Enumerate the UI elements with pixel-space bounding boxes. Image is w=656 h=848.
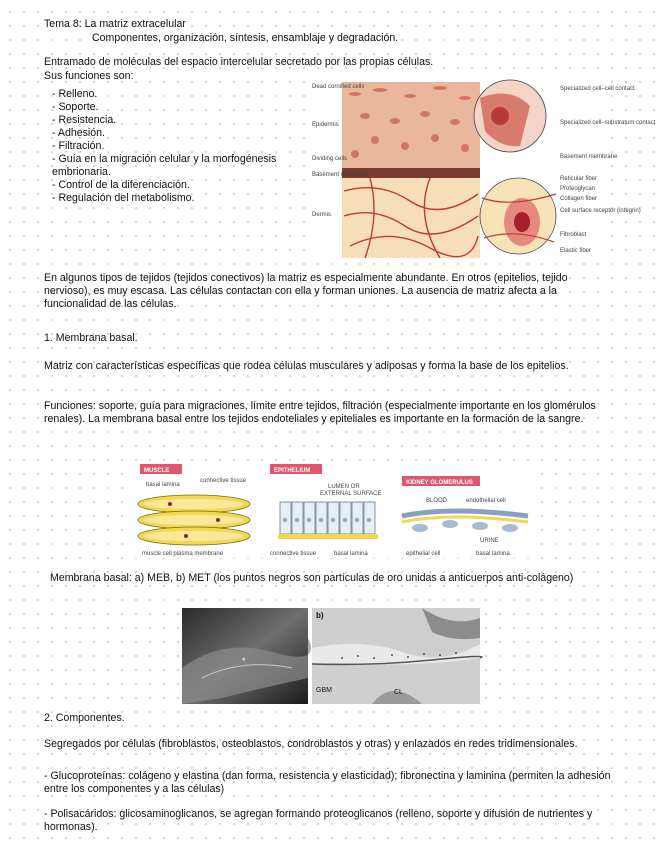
label-elastic-fiber: Elastic fiber [560,248,592,254]
components-intro: Segregados por células (fibroblastos, osteoblastos, condroblastos y otras) y enlazados en redes tridimensionales. [44,738,578,750]
label-proteoglycan: Proteoglycan [560,186,596,192]
document-title: Tema 8: La matriz extracelular [44,18,186,30]
kidney-label-epithelial-cell: epithelial cell [406,551,441,557]
function-item: - Adhesión. [52,127,106,139]
label-cell-cell-contact: Specialized cell–cell contact [560,86,635,92]
epithelium-panel-title: EPITHELIUM [274,468,311,474]
micrograph-label-cl: CL [394,689,403,696]
epithelium-label-lumen: LUMEN OR [328,484,360,490]
function-item: - Guía en la migración celular y la morfogénesis embrionaria. [52,153,277,178]
function-item: - Regulación del metabolismo. [52,192,195,204]
label-dividing-cells: Dividing cells [312,156,348,162]
muscle-panel-title: MUSCLE [144,468,170,474]
label-dead-cells: Dead cornified cells [312,84,365,90]
kidney-label-endothelial-cell: endothelial cell [466,498,506,504]
label-integrin: Cell surface receptor (integrin) [560,208,641,214]
intro-line: Entramado de moléculas del espacio intercelular secretado por las propias células. [44,56,434,68]
label-collagen-fiber: Collagen fiber [560,196,598,202]
epithelium-label-connective-tissue: connective tissue [270,551,317,557]
label-dermis: Dermis [312,212,331,218]
label-reticular-fiber: Reticular fiber [560,176,598,182]
label-cell-substratum-contact: Specialized cell–substratum contact [560,120,656,126]
muscle-label-basal-lamina: basal lamina [146,482,180,488]
function-item: - Relleno. [52,88,98,100]
basal-membrane-definition: Matriz con características específicas que rodea células musculares y adiposas y forma la base de los epitelios. [44,360,569,372]
muscle-label-plasma-membrane: muscle cell plasma membrane [142,551,224,557]
micrograph-label-b: b) [316,611,324,620]
kidney-label-basal-lamina: basal lamina [476,551,510,557]
muscle-label-connective-tissue: connective tissue [200,478,247,484]
kidney-panel-title: KIDNEY GLOMERULUS [406,480,473,486]
abundance-paragraph: En algunos tipos de tejidos (tejidos conectivos) la matriz es especialmente abundante. En otros (epitelios, tejido nervioso), es muy escasa. Las células contactan con ella y forman uniones. La ausencia de matriz afecta a la funcionalidad de las células. [44,272,568,310]
micrograph-caption: Membrana basal: a) MEB, b) MET (los puntos negros son partículas de oro unidas a anticuerpos anti-colágeno) [50,572,574,584]
functions-heading: Sus funciones son: [44,70,134,82]
function-item: - Soporte. [52,101,99,113]
skin-extracellular-matrix-illustration [310,76,656,262]
functions-list [52,88,302,205]
micrograph-label-gbm: GBM [316,687,332,694]
label-epidermis: Epidermis [312,122,339,128]
function-item: - Resistencia. [52,114,117,126]
kidney-label-blood: BLOOD [426,498,448,504]
function-item: - Control de la diferenciación. [52,179,190,191]
function-item: - Filtración. [52,140,105,152]
basal-lamina-panels-illustration [130,462,530,558]
polysaccharides-paragraph: - Polisacáridos: glicosaminoglicanos, se agregan formando proteoglicanos (relleno, soporte y difusión de nutrientes y hormonas). [44,808,593,833]
label-fibroblast: Fibroblast [560,232,587,238]
epithelium-label-external-surface: EXTERNAL SURFACE [320,491,382,497]
section-heading-basal-membrane: 1. Membrana basal. [44,332,138,344]
label-basement-membrane-right: Basement membrane [560,154,618,160]
epithelium-label-basal-lamina: basal lamina [334,551,368,557]
basal-membrane-functions: Funciones: soporte, guía para migraciones, límite entre tejidos, filtración (especialmente importante en los glomérulos renales). La membrana basal entre los tejidos endoteliales y epiteliales es importante en la formación de la sangre. [44,400,596,425]
sem-micrograph-image [182,608,308,704]
glycoproteins-paragraph: - Glucoproteínas: colágeno y elastina (dan forma, resistencia y elasticidad); fibronectina y laminina (permiten la adhesión entre los componentes y a las células) [44,770,611,795]
tem-micrograph-image [312,608,480,704]
micrograph-asterisk: * [242,656,246,666]
section-heading-components: 2. Componentes. [44,712,125,724]
document-subtitle: Componentes, organización, síntesis, ensamblaje y degradación. [92,32,399,44]
kidney-label-urine: URINE [480,538,499,544]
label-basement-membrane: Basement membrane [312,172,370,178]
